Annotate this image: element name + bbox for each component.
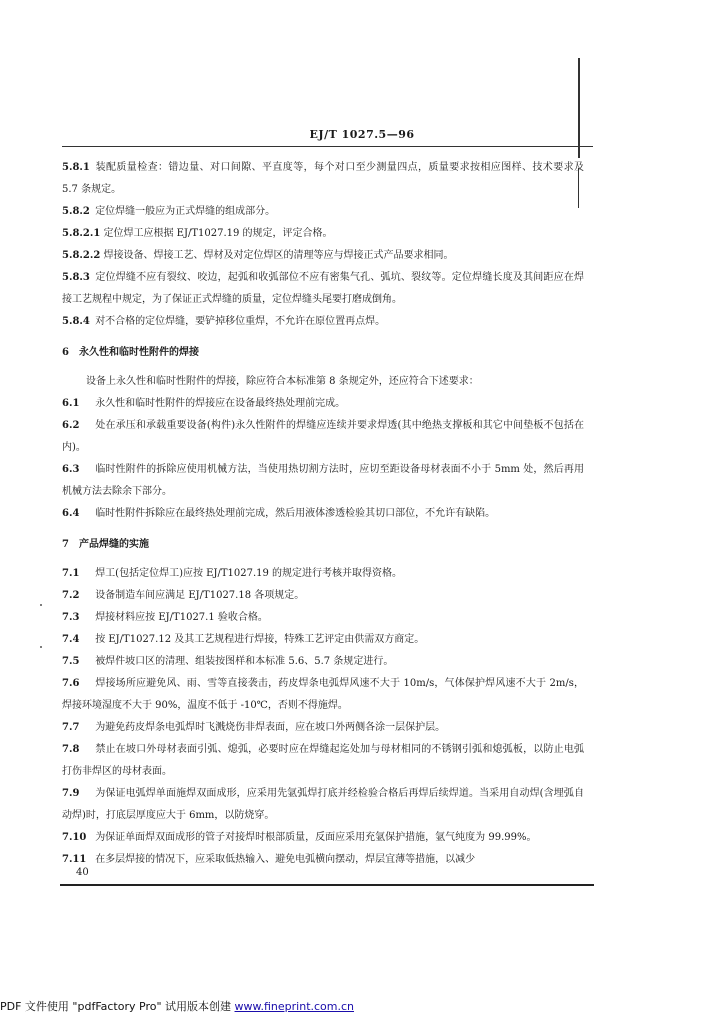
- clause-number: 7.8: [62, 744, 80, 755]
- clause-number: 7.1: [62, 568, 80, 579]
- clause-text: 定位焊缝一般应为正式焊缝的组成部分。: [95, 206, 276, 217]
- clause-text: 为保证电弧焊单面施焊双面成形，应采用先氩弧焊打底并经检验合格后再焊后续焊道。当采用自动焊(含埋弧自动焊)时，打底层厚度应大于 6mm，以防烧穿。: [62, 788, 584, 821]
- clause-5-8-4: [62, 311, 584, 333]
- clause-number: 6.4: [62, 508, 80, 519]
- clause-6-1: [62, 393, 584, 415]
- clause-number: 7.6: [62, 678, 80, 689]
- bottom-rule: [60, 884, 594, 886]
- clause-number: 7.3: [62, 612, 80, 623]
- clause-text: 为避免药皮焊条电弧焊时飞溅烧伤非焊表面，应在坡口外两侧各涂一层保护层。: [95, 722, 446, 733]
- clause-number: 6.1: [62, 398, 80, 409]
- header-rule: [62, 146, 593, 147]
- section-6-intro: 设备上永久性和临时性附件的焊接，除应符合本标准第 8 条规定外，还应符合下述要求：: [86, 376, 479, 387]
- clause-text: 临时性附件的拆除应使用机械方法，当使用热切割方法时，应切至距设备母材表面不小于 5mm 处，然后再用机械方法去除余下部分。: [62, 464, 584, 497]
- clause-text: 为保证单面焊双面成形的管子对接焊时根部质量，反面应采用充氩保护措施，氩气纯度为 99.99%。: [95, 832, 537, 843]
- clause-7-6: [62, 673, 584, 717]
- clause-5-8-2: [62, 201, 584, 223]
- scan-speck: [40, 604, 42, 606]
- pdf-footer: [0, 998, 354, 1014]
- clause-number: 7.4: [62, 634, 80, 645]
- clause-text: 被焊件坡口区的清理、组装按图样和本标准 5.6、5.7 条规定进行。: [95, 656, 394, 667]
- clause-5-8-3: [62, 267, 584, 311]
- clause-text: 装配质量检查：错边量、对口间隙、平直度等，每个对口至少测量四点，质量要求按相应图样、技术要求及 5.7 条规定。: [62, 162, 584, 195]
- clause-7-3: [62, 607, 584, 629]
- clause-text: 永久性和临时性附件的焊接应在设备最终热处理前完成。: [95, 398, 346, 409]
- clause-text: 设备制造车间应满足 EJ/T1027.18 各项规定。: [95, 590, 305, 601]
- clause-7-2: [62, 585, 584, 607]
- body-text: [62, 157, 584, 871]
- clause-text: 在多层焊接的情况下，应采取低热输入、避免电弧横向摆动，焊层宜薄等措施，以减少: [95, 854, 476, 865]
- clause-7-4: [62, 629, 584, 651]
- clause-6-4: [62, 503, 584, 525]
- clause-number: 6.2: [62, 420, 80, 431]
- clause-text: 临时性附件拆除应在最终热处理前完成，然后用液体渗透检验其切口部位，不允许有缺陷。: [95, 508, 496, 519]
- clause-number: 7.11: [62, 854, 87, 865]
- clause-text: 对不合格的定位焊缝，要铲掉移位重焊，不允许在原位置再点焊。: [95, 316, 386, 327]
- clause-5-8-1: [62, 157, 584, 201]
- clause-text: 焊工(包括定位焊工)应按 EJ/T1027.19 的规定进行考核并取得资格。: [95, 568, 403, 579]
- clause-text: 焊接场所应避免风、雨、雪等直接袭击，药皮焊条电弧焊风速不大于 10m/s，气体保护焊风速不大于 2m/s，焊接环境湿度不大于 90%，温度不低于 -10℃，否则不得施焊。: [62, 678, 584, 711]
- scan-speck: [40, 646, 42, 648]
- clause-text: 禁止在坡口外母材表面引弧、熄弧，必要时应在焊缝起迄处加与母材相同的不锈钢引弧和熄弧板，以防止电弧打伤非焊区的母材表面。: [62, 744, 584, 777]
- clause-7-7: [62, 717, 584, 739]
- clause-7-1: [62, 563, 584, 585]
- section-7-title: 7 产品焊缝的实施: [62, 539, 149, 550]
- clause-number: 7.9: [62, 788, 80, 799]
- clause-5-8-2-2: [62, 245, 584, 267]
- clause-number: 7.10: [62, 832, 87, 843]
- footer-link[interactable]: www.fineprint.com.cn: [234, 1000, 355, 1013]
- clause-number: 5.8.2.1: [62, 228, 101, 239]
- clause-number: 7.5: [62, 656, 80, 667]
- clause-number: 5.8.2.2: [62, 250, 101, 261]
- clause-text: 焊接设备、焊接工艺、焊材及对定位焊区的清理等应与焊接正式产品要求相同。: [103, 250, 454, 261]
- clause-number: 5.8.1: [62, 162, 90, 173]
- page-number: 40: [76, 867, 89, 878]
- section-6-title: 6 永久性和临时性附件的焊接: [62, 347, 199, 358]
- clause-number: 5.8.4: [62, 316, 90, 327]
- clause-7-10: [62, 827, 584, 849]
- clause-6-2: [62, 415, 584, 459]
- clause-text: 按 EJ/T1027.12 及其工艺规程进行焊接，特殊工艺评定由供需双方商定。: [95, 634, 425, 645]
- footer-text: PDF 文件使用 "pdfFactory Pro" 试用版本创建: [0, 1000, 232, 1013]
- clause-number: 5.8.3: [62, 272, 90, 283]
- clause-6-3: [62, 459, 584, 503]
- clause-text: 处在承压和承载重要设备(构件)永久性附件的焊缝应连续并要求焊透(其中绝热支撑板和其它中间垫板不包括在内)。: [62, 420, 584, 453]
- clause-7-9: [62, 783, 584, 827]
- clause-text: 焊接材料应按 EJ/T1027.1 验收合格。: [95, 612, 268, 623]
- page-header: EJ/T 1027.5—96: [309, 128, 415, 141]
- clause-number: 6.3: [62, 464, 80, 475]
- clause-number: 7.7: [62, 722, 80, 733]
- clause-7-5: [62, 651, 584, 673]
- clause-5-8-2-1: [62, 223, 584, 245]
- clause-text: 定位焊缝不应有裂纹、咬边，起弧和收弧部位不应有密集气孔、弧坑、裂纹等。定位焊缝长度及其间距应在焊接工艺规程中规定，为了保证正式焊缝的质量，定位焊缝头尾要打磨成倒角。: [62, 272, 584, 305]
- clause-7-11: [62, 849, 584, 871]
- clause-text: 定位焊工应根据 EJ/T1027.19 的规定，评定合格。: [103, 228, 333, 239]
- scan-margin-line: [578, 58, 580, 158]
- clause-7-8: [62, 739, 584, 783]
- clause-number: 7.2: [62, 590, 80, 601]
- clause-number: 5.8.2: [62, 206, 90, 217]
